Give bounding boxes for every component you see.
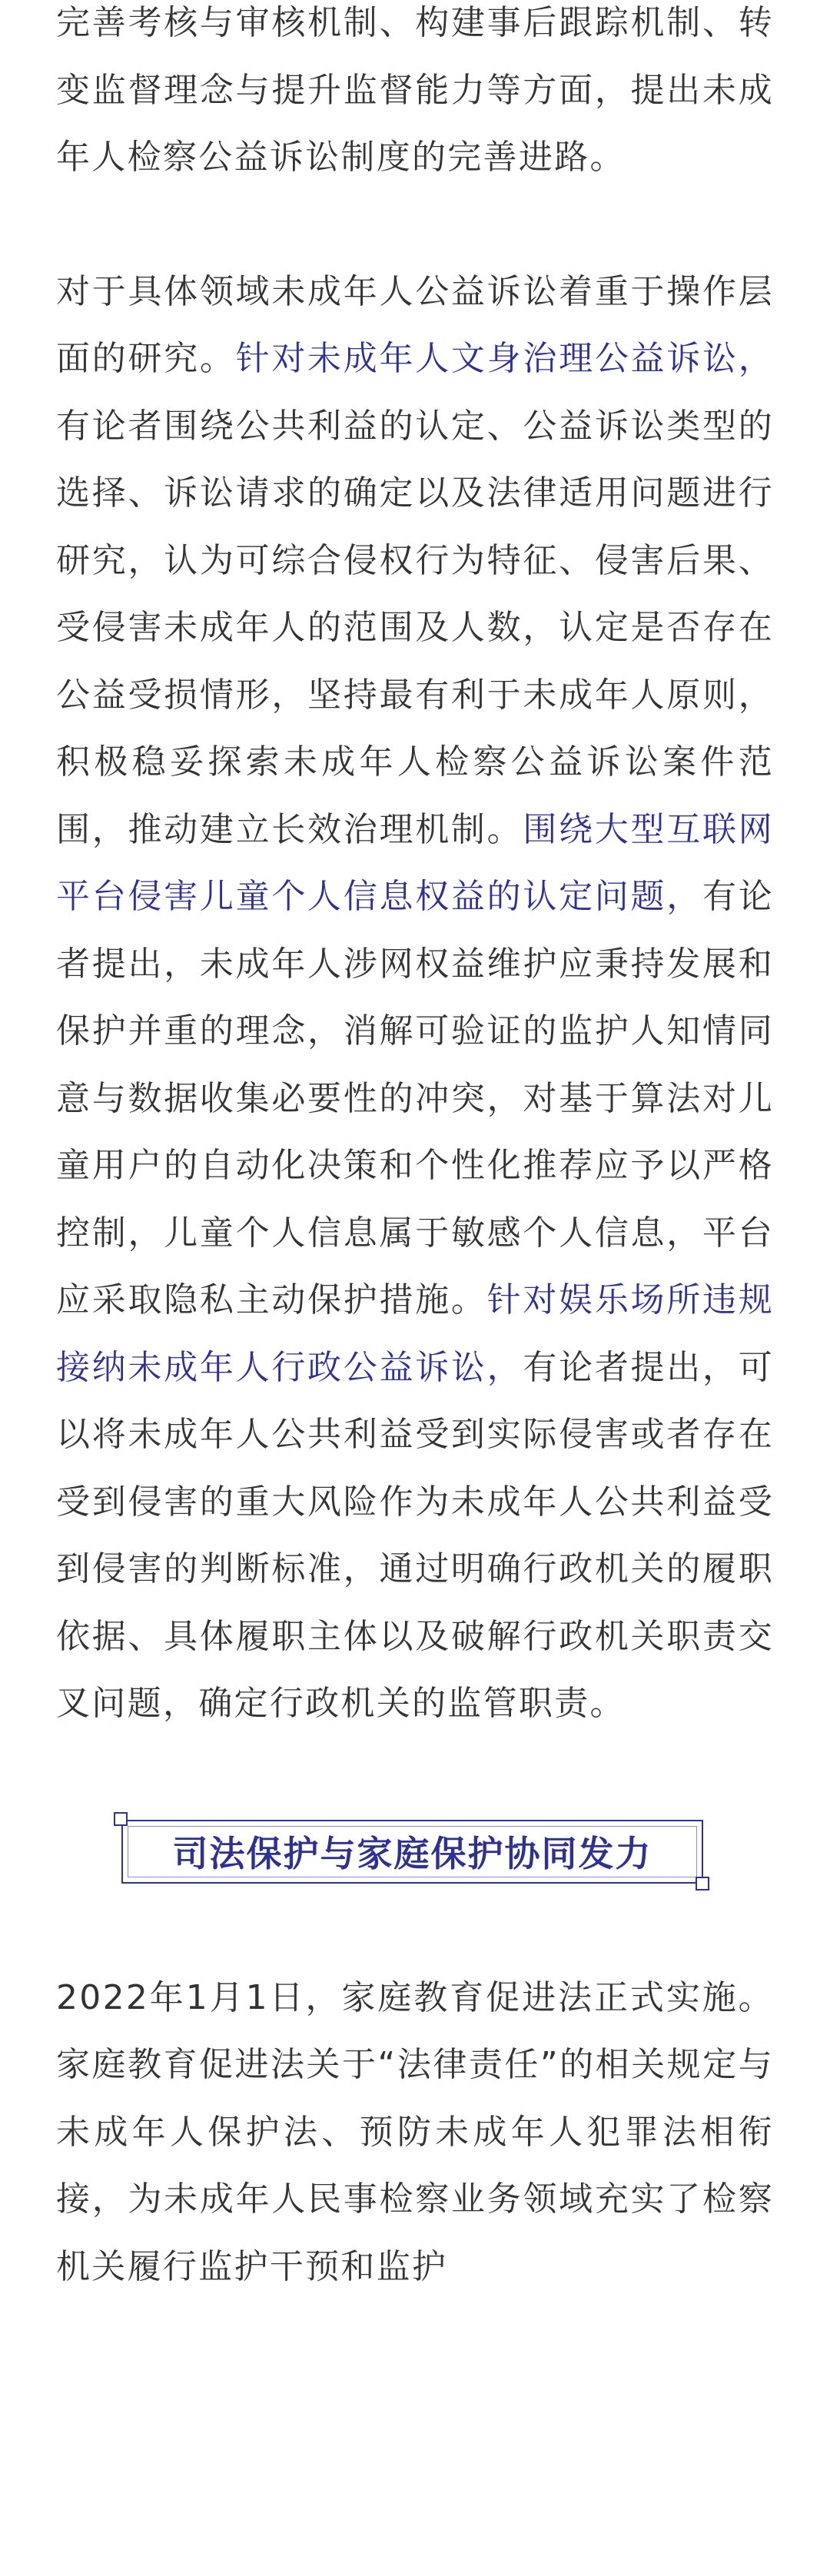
corner-square-icon [114, 1812, 128, 1826]
highlight-tattoo-governance: 针对未成年人文身治理公益诉讼， [235, 339, 775, 378]
paragraph-2-text-2: 有论者围绕公共利益的认定、公益诉讼类型的选择、诉讼请求的确定以及法律适用问题进行研究，认为可综合侵权行为特征、侵害后果、受侵害未成年人的范围及人数，认定是否存在公益受损情形，坚持最有利于未成年人原则，积极稳妥探索未成年人检察公益诉讼案件范围，推动建立长效治理机制。 [56, 406, 774, 849]
paragraph-1: 完善考核与审核机制、构建事后跟踪机制、转变监督理念与提升监督能力等方面，提出未成年人检察公益诉讼制度的完善进路。 [56, 3, 774, 177]
section-heading-frame [121, 1820, 703, 1884]
section-heading [56, 1820, 774, 1891]
highlight-internet-platform: 围绕大型互联网平台侵害儿童个人信息权益的认定问题， [56, 809, 774, 916]
section-heading-text: 司法保护与家庭保护协同发力 [172, 1833, 652, 1874]
paragraph-2-text-4: 有论者提出，可以将未成年人公共利益受到实际侵害或者存在受到侵害的重大风险作为未成年人公共利益受到侵害的判断标准，通过明确行政机关的履职依据、具体履职主体以及破解行政机关职责交叉问题，确定行政机关的监管职责。 [56, 1347, 774, 1723]
paragraph-3: 2022年1月1日，家庭教育促进法正式实施。家庭教育促进法关于“法律责任”的相关规定与未成年人保护法、预防未成年人犯罪法相衔接，为未成年人民事检察业务领域充实了检察机关履行监护干预和监护 [56, 1977, 774, 2286]
highlight-entertainment-venue: 针对娱乐场所违规接纳未成年人行政公益诉讼， [56, 1280, 774, 1387]
paragraph-2-text-3: 有论者提出，未成年人涉网权益维护应秉持发展和保护并重的理念，消解可验证的监护人知情同意与数据收集必要性的冲突，对基于算法对儿童用户的自动化决策和个性化推荐应予以严格控制，儿童个人信息属于敏感个人信息，平台应采取隐私主动保护措施。 [56, 877, 774, 1320]
paragraph-2 [56, 258, 774, 1738]
paragraph-2-text-1: 对于具体领域未成年人公益诉讼着重于操作层面的研究。 [56, 271, 774, 378]
article-body [56, 0, 774, 2300]
corner-square-icon [696, 1877, 709, 1891]
